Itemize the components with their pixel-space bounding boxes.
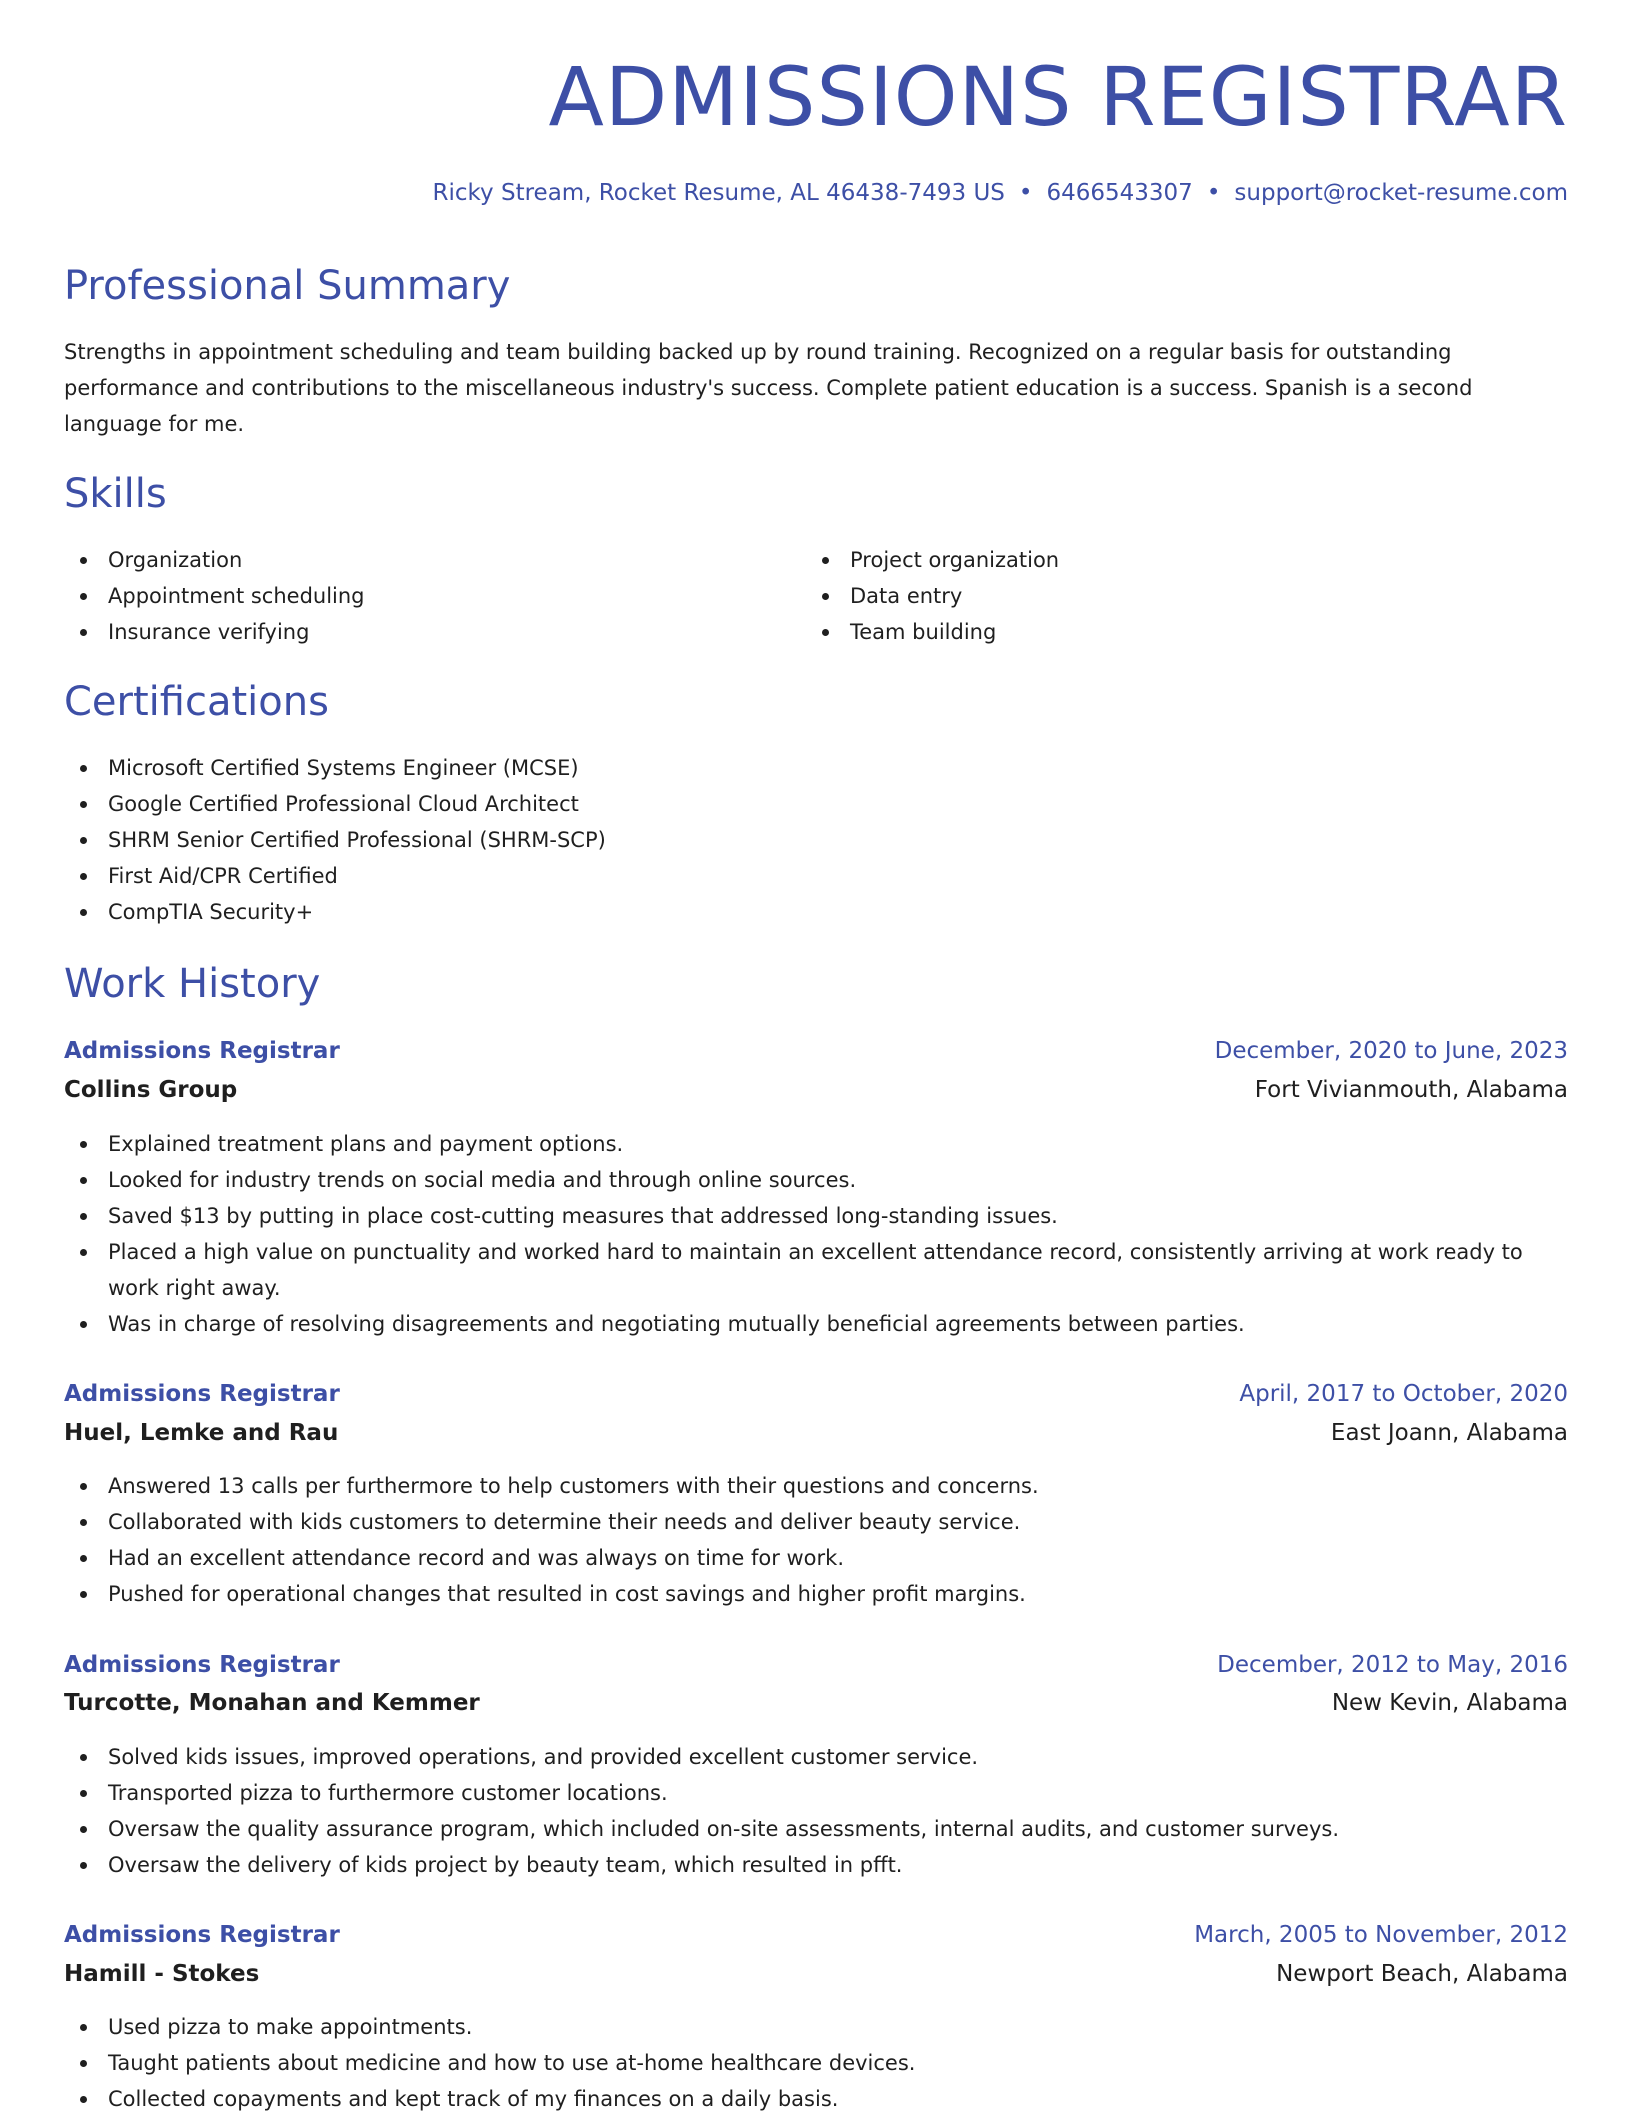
- job-title: Admissions Registrar: [64, 1381, 340, 1407]
- job-dates: December, 2012 to May, 2016: [1217, 1652, 1568, 1678]
- skills-heading: Skills: [64, 471, 167, 517]
- job-bullets: [64, 1126, 1568, 1342]
- job-subheader: [64, 1685, 1568, 1721]
- job-bullet: Used pizza to make appointments.: [64, 2009, 1568, 2045]
- job-bullet: Explained treatment plans and payment options.: [64, 1126, 1568, 1162]
- job-bullet: Taught patients about medicine and how to use at-home healthcare devices.: [64, 2045, 1568, 2081]
- job-header: [64, 1033, 1568, 1069]
- certification-item: SHRM Senior Certified Professional (SHRM-SCP): [64, 822, 1568, 858]
- contact-separator: •: [1018, 180, 1033, 206]
- job-bullet: Collected copayments and kept track of my finances on a daily basis.: [64, 2081, 1568, 2117]
- job-bullet: Transported pizza to furthermore customer locations.: [64, 1775, 1568, 1811]
- job-title: Admissions Registrar: [64, 1652, 340, 1678]
- skill-item: Insurance verifying: [64, 614, 764, 650]
- summary-text: Strengths in appointment scheduling and team building backed up by round training. Recognized on a regular basis for outstanding performance and contributions to the miscellaneous industry's success. Complete patient education is a success. Spanish is a second language for me.: [64, 340, 1473, 436]
- job-bullet: Solved kids issues, improved operations, and provided excellent customer service.: [64, 1739, 1568, 1775]
- job-header: [64, 1376, 1568, 1412]
- resume-title: ADMISSIONS REGISTRAR: [548, 51, 1568, 145]
- job-subheader: [64, 1415, 1568, 1451]
- job-bullets: [64, 1739, 1568, 1883]
- job-bullet: Pushed for operational changes that resulted in cost savings and higher profit margins.: [64, 1576, 1568, 1612]
- skill-item: Project organization: [806, 542, 1506, 578]
- certifications-heading: Certifications: [64, 679, 329, 725]
- certification-item: CompTIA Security+: [64, 894, 1568, 930]
- job-company: Collins Group: [64, 1077, 238, 1103]
- skill-item: Data entry: [806, 578, 1506, 614]
- job-dates: April, 2017 to October, 2020: [1239, 1381, 1568, 1407]
- job-bullet: Oversaw the delivery of kids project by beauty team, which resulted in pfft.: [64, 1847, 1568, 1883]
- job-bullet: Had an excellent attendance record and was always on time for work.: [64, 1540, 1568, 1576]
- job-location: East Joann, Alabama: [1330, 1420, 1568, 1446]
- job-title: Admissions Registrar: [64, 1038, 340, 1064]
- job-location: New Kevin, Alabama: [1331, 1690, 1568, 1716]
- job-dates: December, 2020 to June, 2023: [1214, 1038, 1568, 1064]
- contact-phone[interactable]: 6466543307: [1046, 180, 1193, 206]
- skill-item: Appointment scheduling: [64, 578, 764, 614]
- contact-line: [433, 180, 1568, 206]
- job-bullet: Collaborated with kids customers to determine their needs and deliver beauty service.: [64, 1504, 1568, 1540]
- job-bullet: Placed a high value on punctuality and worked hard to maintain an excellent attendance record, consistently arriving at work ready to work right away.: [64, 1234, 1568, 1306]
- job-company: Turcotte, Monahan and Kemmer: [64, 1690, 480, 1716]
- job-bullet: Was in charge of resolving disagreements and negotiating mutually beneficial agreements between parties.: [64, 1306, 1568, 1342]
- job-subheader: [64, 1956, 1568, 1992]
- skill-item: Organization: [64, 542, 764, 578]
- certification-item: First Aid/CPR Certified: [64, 858, 1568, 894]
- skills-list-right: [806, 542, 1506, 650]
- job-location: Fort Vivianmouth, Alabama: [1254, 1077, 1568, 1103]
- contact-email[interactable]: support@rocket-resume.com: [1234, 180, 1568, 206]
- job-bullet: Saved $13 by putting in place cost-cutting measures that addressed long-standing issues.: [64, 1198, 1568, 1234]
- job-bullets: [64, 2009, 1568, 2117]
- contact-address: Ricky Stream, Rocket Resume, AL 46438-7493 US: [432, 180, 1005, 206]
- job-subheader: [64, 1072, 1568, 1108]
- summary-heading: Professional Summary: [64, 263, 511, 309]
- certification-item: Google Certified Professional Cloud Architect: [64, 786, 1568, 822]
- job-location: Newport Beach, Alabama: [1276, 1961, 1568, 1987]
- job-bullets: [64, 1468, 1568, 1612]
- job-company: Huel, Lemke and Rau: [64, 1420, 339, 1446]
- job-title: Admissions Registrar: [64, 1922, 340, 1948]
- job-bullet: Looked for industry trends on social media and through online sources.: [64, 1162, 1568, 1198]
- skill-item: Team building: [806, 614, 1506, 650]
- job-header: [64, 1647, 1568, 1683]
- job-company: Hamill - Stokes: [64, 1961, 260, 1987]
- job-bullet: Answered 13 calls per furthermore to help customers with their questions and concerns.: [64, 1468, 1568, 1504]
- work-history-heading: Work History: [64, 961, 321, 1007]
- certification-item: Microsoft Certified Systems Engineer (MCSE): [64, 750, 1568, 786]
- job-dates: March, 2005 to November, 2012: [1194, 1922, 1568, 1948]
- job-bullet: Oversaw the quality assurance program, which included on-site assessments, internal audits, and customer surveys.: [64, 1811, 1568, 1847]
- skills-list-left: [64, 542, 764, 650]
- job-header: [64, 1917, 1568, 1953]
- certifications-list: [64, 750, 1568, 930]
- contact-separator: •: [1206, 180, 1221, 206]
